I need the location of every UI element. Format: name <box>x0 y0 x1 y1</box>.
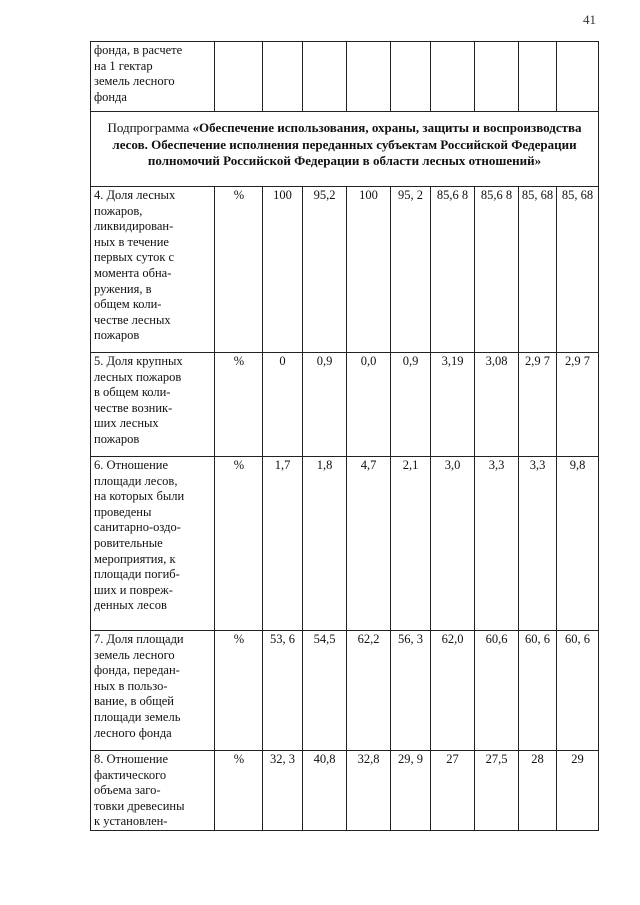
value-cell: 95, 2 <box>391 187 431 353</box>
value-cell: 100 <box>347 187 391 353</box>
value-cell: 0,9 <box>303 353 347 457</box>
indicator-name-line: товки древесины <box>94 798 185 813</box>
value-cell: 32,8 <box>347 751 391 831</box>
value-cell: 27 <box>431 751 475 831</box>
subprogram-row <box>91 112 599 187</box>
value-cell: 3,3 <box>519 457 557 631</box>
value-cell: 3,0 <box>431 457 475 631</box>
value-cell <box>263 42 303 112</box>
value-cell: 29 <box>557 751 599 831</box>
indicator-name-line: в общем коли- <box>94 385 171 400</box>
indicator-name-line: проведены <box>94 504 152 519</box>
indicator-name-line: на 1 гектар <box>94 58 153 73</box>
indicator-name-line: фактического <box>94 767 167 782</box>
indicator-name-line: пожаров, <box>94 203 143 218</box>
indicator-name-cell <box>91 457 215 631</box>
value-cell: 3,3 <box>475 457 519 631</box>
unit-cell <box>215 42 263 112</box>
subprogram-title: «Обеспечение использования, охраны, защиты и воспроизводства лесов. Обеспечение исполнения переданных субъектам Российской Федерации полномочий Российской Федерации в области лесных отношений» <box>112 120 582 168</box>
indicator-name-line: 5. Доля крупных <box>94 354 183 368</box>
unit-cell: % <box>215 187 263 353</box>
indicator-name-line: 8. Отношение <box>94 752 169 766</box>
value-cell: 1,7 <box>263 457 303 631</box>
value-cell: 32, 3 <box>263 751 303 831</box>
value-cell: 0,9 <box>391 353 431 457</box>
indicator-name-line: честве возник- <box>94 400 173 415</box>
indicator-name-line: пожаров <box>94 328 140 343</box>
value-cell: 60,6 <box>475 631 519 751</box>
indicator-name-cell <box>91 353 215 457</box>
indicator-name-line: площади погиб- <box>94 567 180 582</box>
indicator-name-line: фонда <box>94 89 127 104</box>
value-cell: 9,8 <box>557 457 599 631</box>
indicator-name-line: площади земель <box>94 709 181 724</box>
indicator-name-line: объема заго- <box>94 783 161 798</box>
value-cell: 85, 68 <box>519 187 557 353</box>
unit-cell: % <box>215 751 263 831</box>
subprogram-heading <box>91 112 599 187</box>
value-cell <box>391 42 431 112</box>
value-cell <box>431 42 475 112</box>
unit-cell: % <box>215 631 263 751</box>
indicator-name-cell <box>91 187 215 353</box>
value-cell: 3,19 <box>431 353 475 457</box>
value-cell: 29, 9 <box>391 751 431 831</box>
indicator-name-line: санитарно-оздо- <box>94 520 181 535</box>
value-cell <box>475 42 519 112</box>
indicator-name-line: ших и повреж- <box>94 582 173 597</box>
value-cell <box>519 42 557 112</box>
table-row <box>91 42 599 112</box>
indicator-name-line: ликвидирован- <box>94 219 174 234</box>
indicator-name-line: земель лесного <box>94 647 175 662</box>
indicator-name-line: земель лесного <box>94 74 175 89</box>
value-cell: 100 <box>263 187 303 353</box>
value-cell: 0,0 <box>347 353 391 457</box>
value-cell: 85,6 8 <box>431 187 475 353</box>
value-cell: 28 <box>519 751 557 831</box>
indicator-name-line: 6. Отношение <box>94 458 169 472</box>
value-cell: 4,7 <box>347 457 391 631</box>
value-cell: 85, 68 <box>557 187 599 353</box>
value-cell: 54,5 <box>303 631 347 751</box>
value-cell: 60, 6 <box>557 631 599 751</box>
table-row <box>91 751 599 831</box>
indicator-name-line: фонда, в расчете <box>94 43 183 57</box>
unit-cell: % <box>215 457 263 631</box>
value-cell: 60, 6 <box>519 631 557 751</box>
indicator-name-line: к установлен- <box>94 814 168 829</box>
indicator-name-line: ных в течение <box>94 234 169 249</box>
indicator-name-line: момента обна- <box>94 265 172 280</box>
indicator-name-line: мероприятия, к <box>94 551 176 566</box>
table-row <box>91 353 599 457</box>
value-cell: 95,2 <box>303 187 347 353</box>
table-row <box>91 187 599 353</box>
indicator-name-cell <box>91 751 215 831</box>
page-number: 41 <box>583 12 596 27</box>
indicator-name-cell <box>91 42 215 112</box>
table-row <box>91 631 599 751</box>
value-cell: 2,1 <box>391 457 431 631</box>
indicator-name-line: пожаров <box>94 431 140 446</box>
value-cell: 40,8 <box>303 751 347 831</box>
indicator-name-line: ружения, в <box>94 281 152 296</box>
value-cell <box>557 42 599 112</box>
value-cell: 62,0 <box>431 631 475 751</box>
indicator-name-line: ных в пользо- <box>94 678 168 693</box>
indicator-name-line: денных лесов <box>94 598 167 613</box>
unit-cell: % <box>215 353 263 457</box>
indicator-name-line: честве лесных <box>94 312 171 327</box>
indicators-table <box>90 41 599 831</box>
value-cell: 0 <box>263 353 303 457</box>
value-cell: 2,9 7 <box>557 353 599 457</box>
indicator-name-line: площади лесов, <box>94 473 178 488</box>
indicator-name-line: фонда, передан- <box>94 663 180 678</box>
indicator-name-line: ших лесных <box>94 416 159 431</box>
indicator-name-cell <box>91 631 215 751</box>
indicator-name-line: лесных пожаров <box>94 369 182 384</box>
value-cell: 3,08 <box>475 353 519 457</box>
value-cell <box>303 42 347 112</box>
indicator-name-line: первых суток с <box>94 250 175 265</box>
indicator-name-line: 4. Доля лесных <box>94 188 176 202</box>
value-cell: 27,5 <box>475 751 519 831</box>
value-cell: 85,6 8 <box>475 187 519 353</box>
subprogram-prefix: Подпрограмма <box>107 120 193 135</box>
indicator-name-line: ровительные <box>94 535 163 550</box>
value-cell: 56, 3 <box>391 631 431 751</box>
value-cell: 53, 6 <box>263 631 303 751</box>
value-cell: 2,9 7 <box>519 353 557 457</box>
table-row <box>91 457 599 631</box>
value-cell: 1,8 <box>303 457 347 631</box>
indicator-name-line: лесного фонда <box>94 725 172 740</box>
indicator-name-line: 7. Доля площади <box>94 632 184 646</box>
indicator-name-line: общем коли- <box>94 297 162 312</box>
indicator-name-line: на которых были <box>94 489 185 504</box>
value-cell: 62,2 <box>347 631 391 751</box>
indicator-name-line: вание, в общей <box>94 694 174 709</box>
value-cell <box>347 42 391 112</box>
